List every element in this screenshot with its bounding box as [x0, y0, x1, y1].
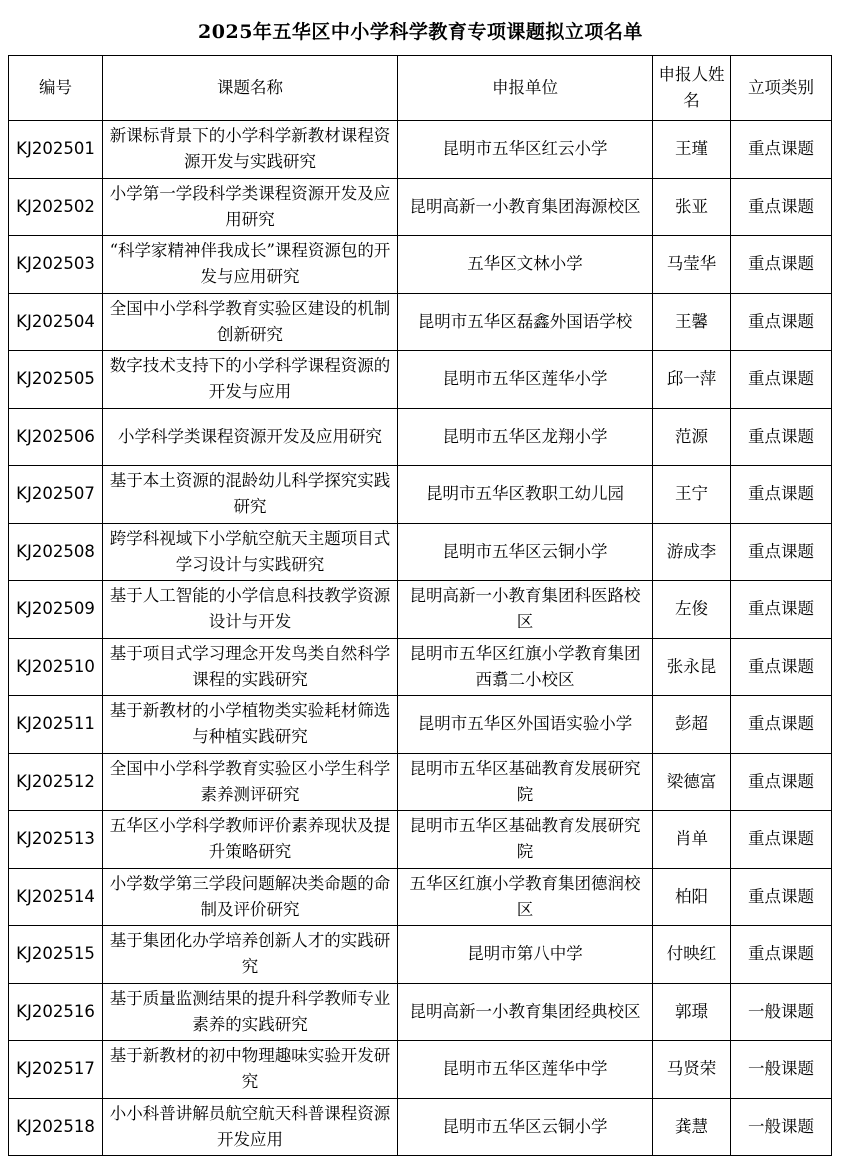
table-body [9, 121, 832, 1156]
cell-topic: 小学第一学段科学类课程资源开发及应用研究 [103, 178, 398, 236]
cell-applicant: 龚慧 [653, 1098, 731, 1156]
cell-unit: 五华区文林小学 [398, 236, 653, 294]
table-row [9, 178, 832, 236]
cell-applicant: 梁德富 [653, 753, 731, 811]
table-header-row [9, 56, 832, 121]
cell-applicant: 王宁 [653, 466, 731, 524]
cell-code: KJ202510 [9, 638, 103, 696]
cell-topic: 基于人工智能的小学信息科技教学资源设计与开发 [103, 581, 398, 639]
cell-category: 重点课题 [731, 523, 832, 581]
cell-code: KJ202504 [9, 293, 103, 351]
table-row [9, 1098, 832, 1156]
header-code: 编号 [9, 56, 103, 121]
cell-code: KJ202517 [9, 1041, 103, 1099]
cell-category: 一般课题 [731, 1098, 832, 1156]
cell-applicant: 左俊 [653, 581, 731, 639]
cell-code: KJ202506 [9, 408, 103, 466]
cell-code: KJ202512 [9, 753, 103, 811]
cell-unit: 昆明高新一小教育集团海源校区 [398, 178, 653, 236]
cell-category: 重点课题 [731, 868, 832, 926]
cell-unit: 昆明市五华区云铜小学 [398, 523, 653, 581]
cell-unit: 昆明市五华区云铜小学 [398, 1098, 653, 1156]
cell-topic: 小学科学类课程资源开发及应用研究 [103, 408, 398, 466]
cell-category: 重点课题 [731, 408, 832, 466]
table-row [9, 811, 832, 869]
cell-unit: 昆明市第八中学 [398, 926, 653, 984]
cell-topic: 新课标背景下的小学科学新教材课程资源开发与实践研究 [103, 121, 398, 179]
cell-applicant: 王瑾 [653, 121, 731, 179]
table-row [9, 293, 832, 351]
cell-applicant: 王馨 [653, 293, 731, 351]
cell-topic: 五华区小学科学教师评价素养现状及提升策略研究 [103, 811, 398, 869]
cell-topic: 全国中小学科学教育实验区建设的机制创新研究 [103, 293, 398, 351]
cell-topic: 基于项目式学习理念开发鸟类自然科学课程的实践研究 [103, 638, 398, 696]
header-unit: 申报单位 [398, 56, 653, 121]
cell-category: 重点课题 [731, 581, 832, 639]
cell-applicant: 肖单 [653, 811, 731, 869]
table-row [9, 638, 832, 696]
cell-topic: 基于新教材的小学植物类实验耗材筛选与种植实践研究 [103, 696, 398, 754]
cell-unit: 昆明高新一小教育集团科医路校区 [398, 581, 653, 639]
cell-code: KJ202503 [9, 236, 103, 294]
table-row [9, 868, 832, 926]
cell-topic: 基于本土资源的混龄幼儿科学探究实践研究 [103, 466, 398, 524]
cell-topic: “科学家精神伴我成长”课程资源包的开发与应用研究 [103, 236, 398, 294]
cell-unit: 昆明市五华区基础教育发展研究院 [398, 753, 653, 811]
cell-applicant: 郭璟 [653, 983, 731, 1041]
cell-code: KJ202518 [9, 1098, 103, 1156]
cell-unit: 昆明市五华区教职工幼儿园 [398, 466, 653, 524]
cell-category: 重点课题 [731, 638, 832, 696]
table-row [9, 1041, 832, 1099]
table-row [9, 408, 832, 466]
cell-category: 重点课题 [731, 293, 832, 351]
table-row [9, 581, 832, 639]
cell-applicant: 邱一萍 [653, 351, 731, 409]
cell-category: 重点课题 [731, 178, 832, 236]
table-row [9, 696, 832, 754]
table-row [9, 466, 832, 524]
cell-category: 重点课题 [731, 466, 832, 524]
cell-topic: 小学数学第三学段问题解决类命题的命制及评价研究 [103, 868, 398, 926]
cell-topic: 基于质量监测结果的提升科学教师专业素养的实践研究 [103, 983, 398, 1041]
project-list-table [8, 55, 832, 1156]
cell-applicant: 彭超 [653, 696, 731, 754]
cell-topic: 数字技术支持下的小学科学课程资源的开发与应用 [103, 351, 398, 409]
cell-applicant: 范源 [653, 408, 731, 466]
cell-category: 重点课题 [731, 811, 832, 869]
cell-applicant: 张亚 [653, 178, 731, 236]
table-row [9, 926, 832, 984]
cell-category: 重点课题 [731, 351, 832, 409]
cell-applicant: 付映红 [653, 926, 731, 984]
cell-code: KJ202501 [9, 121, 103, 179]
cell-code: KJ202515 [9, 926, 103, 984]
cell-code: KJ202508 [9, 523, 103, 581]
cell-category: 一般课题 [731, 1041, 832, 1099]
cell-unit: 昆明高新一小教育集团经典校区 [398, 983, 653, 1041]
page-title: 2025年五华区中小学科学教育专项课题拟立项名单 [198, 21, 643, 43]
table-row [9, 983, 832, 1041]
cell-topic: 跨学科视域下小学航空航天主题项目式学习设计与实践研究 [103, 523, 398, 581]
table-row [9, 351, 832, 409]
cell-unit: 昆明市五华区红旗小学教育集团西翥二小校区 [398, 638, 653, 696]
cell-category: 重点课题 [731, 696, 832, 754]
cell-code: KJ202516 [9, 983, 103, 1041]
cell-code: KJ202513 [9, 811, 103, 869]
cell-unit: 昆明市五华区莲华小学 [398, 351, 653, 409]
cell-code: KJ202505 [9, 351, 103, 409]
cell-unit: 五华区红旗小学教育集团德润校区 [398, 868, 653, 926]
cell-unit: 昆明市五华区龙翔小学 [398, 408, 653, 466]
cell-category: 重点课题 [731, 926, 832, 984]
table-row [9, 121, 832, 179]
cell-code: KJ202514 [9, 868, 103, 926]
cell-unit: 昆明市五华区莲华中学 [398, 1041, 653, 1099]
cell-code: KJ202511 [9, 696, 103, 754]
cell-topic: 基于集团化办学培养创新人才的实践研究 [103, 926, 398, 984]
cell-unit: 昆明市五华区红云小学 [398, 121, 653, 179]
cell-topic: 小小科普讲解员航空航天科普课程资源开发应用 [103, 1098, 398, 1156]
cell-topic: 全国中小学科学教育实验区小学生科学素养测评研究 [103, 753, 398, 811]
cell-applicant: 游成李 [653, 523, 731, 581]
cell-category: 重点课题 [731, 121, 832, 179]
cell-category: 重点课题 [731, 753, 832, 811]
header-topic: 课题名称 [103, 56, 398, 121]
cell-code: KJ202509 [9, 581, 103, 639]
cell-applicant: 马莹华 [653, 236, 731, 294]
table-row [9, 236, 832, 294]
table-row [9, 753, 832, 811]
table-row [9, 523, 832, 581]
cell-code: KJ202507 [9, 466, 103, 524]
cell-applicant: 柏阳 [653, 868, 731, 926]
header-applicant: 申报人姓名 [653, 56, 731, 121]
cell-applicant: 马贤荣 [653, 1041, 731, 1099]
cell-unit: 昆明市五华区外国语实验小学 [398, 696, 653, 754]
cell-topic: 基于新教材的初中物理趣味实验开发研究 [103, 1041, 398, 1099]
cell-category: 重点课题 [731, 236, 832, 294]
header-category: 立项类别 [731, 56, 832, 121]
cell-applicant: 张永昆 [653, 638, 731, 696]
cell-category: 一般课题 [731, 983, 832, 1041]
cell-unit: 昆明市五华区磊鑫外国语学校 [398, 293, 653, 351]
cell-code: KJ202502 [9, 178, 103, 236]
cell-unit: 昆明市五华区基础教育发展研究院 [398, 811, 653, 869]
